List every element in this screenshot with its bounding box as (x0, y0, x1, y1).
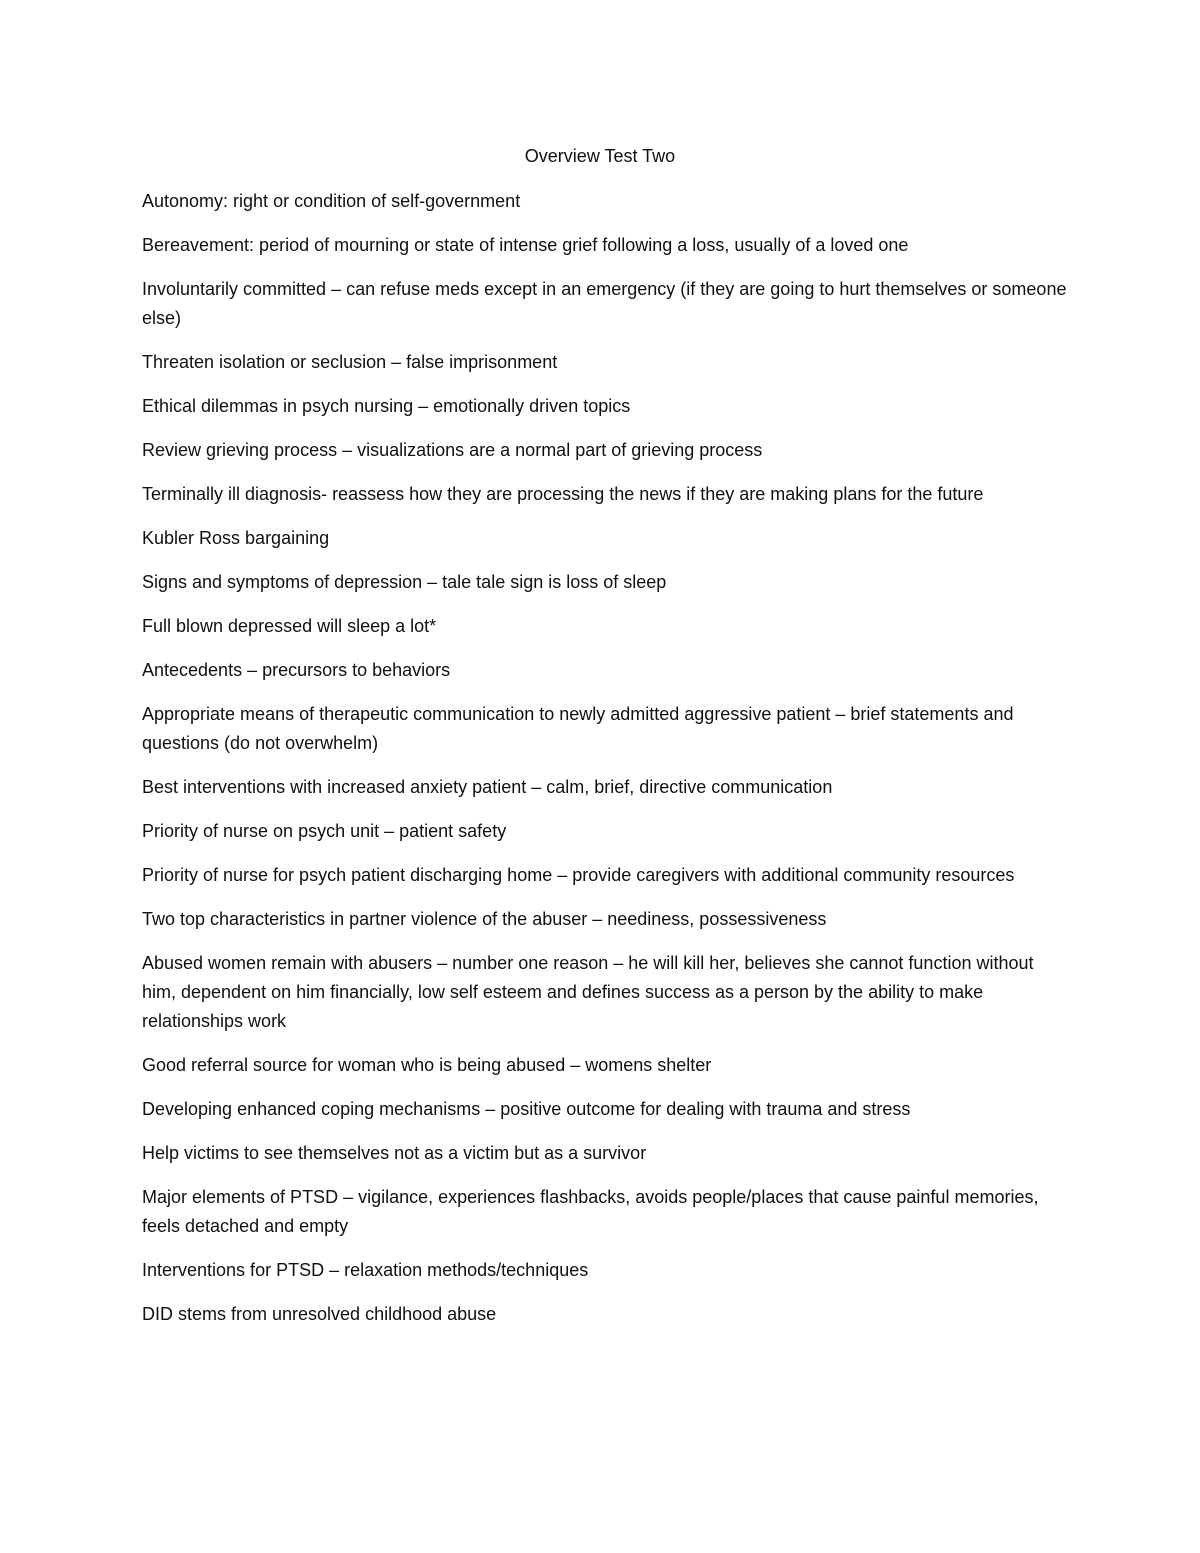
note-line: Developing enhanced coping mechanisms – positive outcome for dealing with trauma and stress (142, 1099, 911, 1119)
note-line: Involuntarily committed – can refuse meds except in an emergency (if they are going to hurt themselves or someone else) (142, 279, 1067, 328)
note-line: Priority of nurse on psych unit – patient safety (142, 821, 507, 841)
note-line: Antecedents – precursors to behaviors (142, 660, 451, 680)
note-line: Threaten isolation or seclusion – false imprisonment (142, 352, 558, 372)
notes-list (142, 187, 1067, 1344)
note-line: Major elements of PTSD – vigilance, experiences flashbacks, avoids people/places that cause painful memories, feels detached and empty (142, 1187, 1039, 1236)
note-line: Appropriate means of therapeutic communication to newly admitted aggressive patient – brief statements and questions (do not overwhelm) (142, 704, 1014, 753)
note-line: DID stems from unresolved childhood abuse (142, 1304, 497, 1324)
note-line: Interventions for PTSD – relaxation methods/techniques (142, 1260, 589, 1280)
note-line: Good referral source for woman who is being abused – womens shelter (142, 1055, 712, 1075)
note-line: Priority of nurse for psych patient discharging home – provide caregivers with additional community resources (142, 865, 1015, 885)
note-line: Signs and symptoms of depression – tale tale sign is loss of sleep (142, 572, 667, 592)
note-line: Review grieving process – visualizations are a normal part of grieving process (142, 440, 763, 460)
note-line: Terminally ill diagnosis- reassess how they are processing the news if they are making plans for the future (142, 484, 984, 504)
note-line: Ethical dilemmas in psych nursing – emotionally driven topics (142, 396, 631, 416)
note-line: Bereavement: period of mourning or state of intense grief following a loss, usually of a loved one (142, 235, 909, 255)
document-title: Overview Test Two (524, 146, 676, 166)
note-line: Abused women remain with abusers – number one reason – he will kill her, believes she cannot function without him, dependent on him financially, low self esteem and defines success as a person by the ability to make relationships work (142, 953, 1034, 1031)
note-line: Full blown depressed will sleep a lot* (142, 616, 437, 636)
note-line: Help victims to see themselves not as a victim but as a survivor (142, 1143, 647, 1163)
note-line: Best interventions with increased anxiety patient – calm, brief, directive communication (142, 777, 833, 797)
note-line: Kubler Ross bargaining (142, 528, 330, 548)
note-line: Two top characteristics in partner violence of the abuser – neediness, possessiveness (142, 909, 827, 929)
note-line: Autonomy: right or condition of self-government (142, 191, 521, 211)
